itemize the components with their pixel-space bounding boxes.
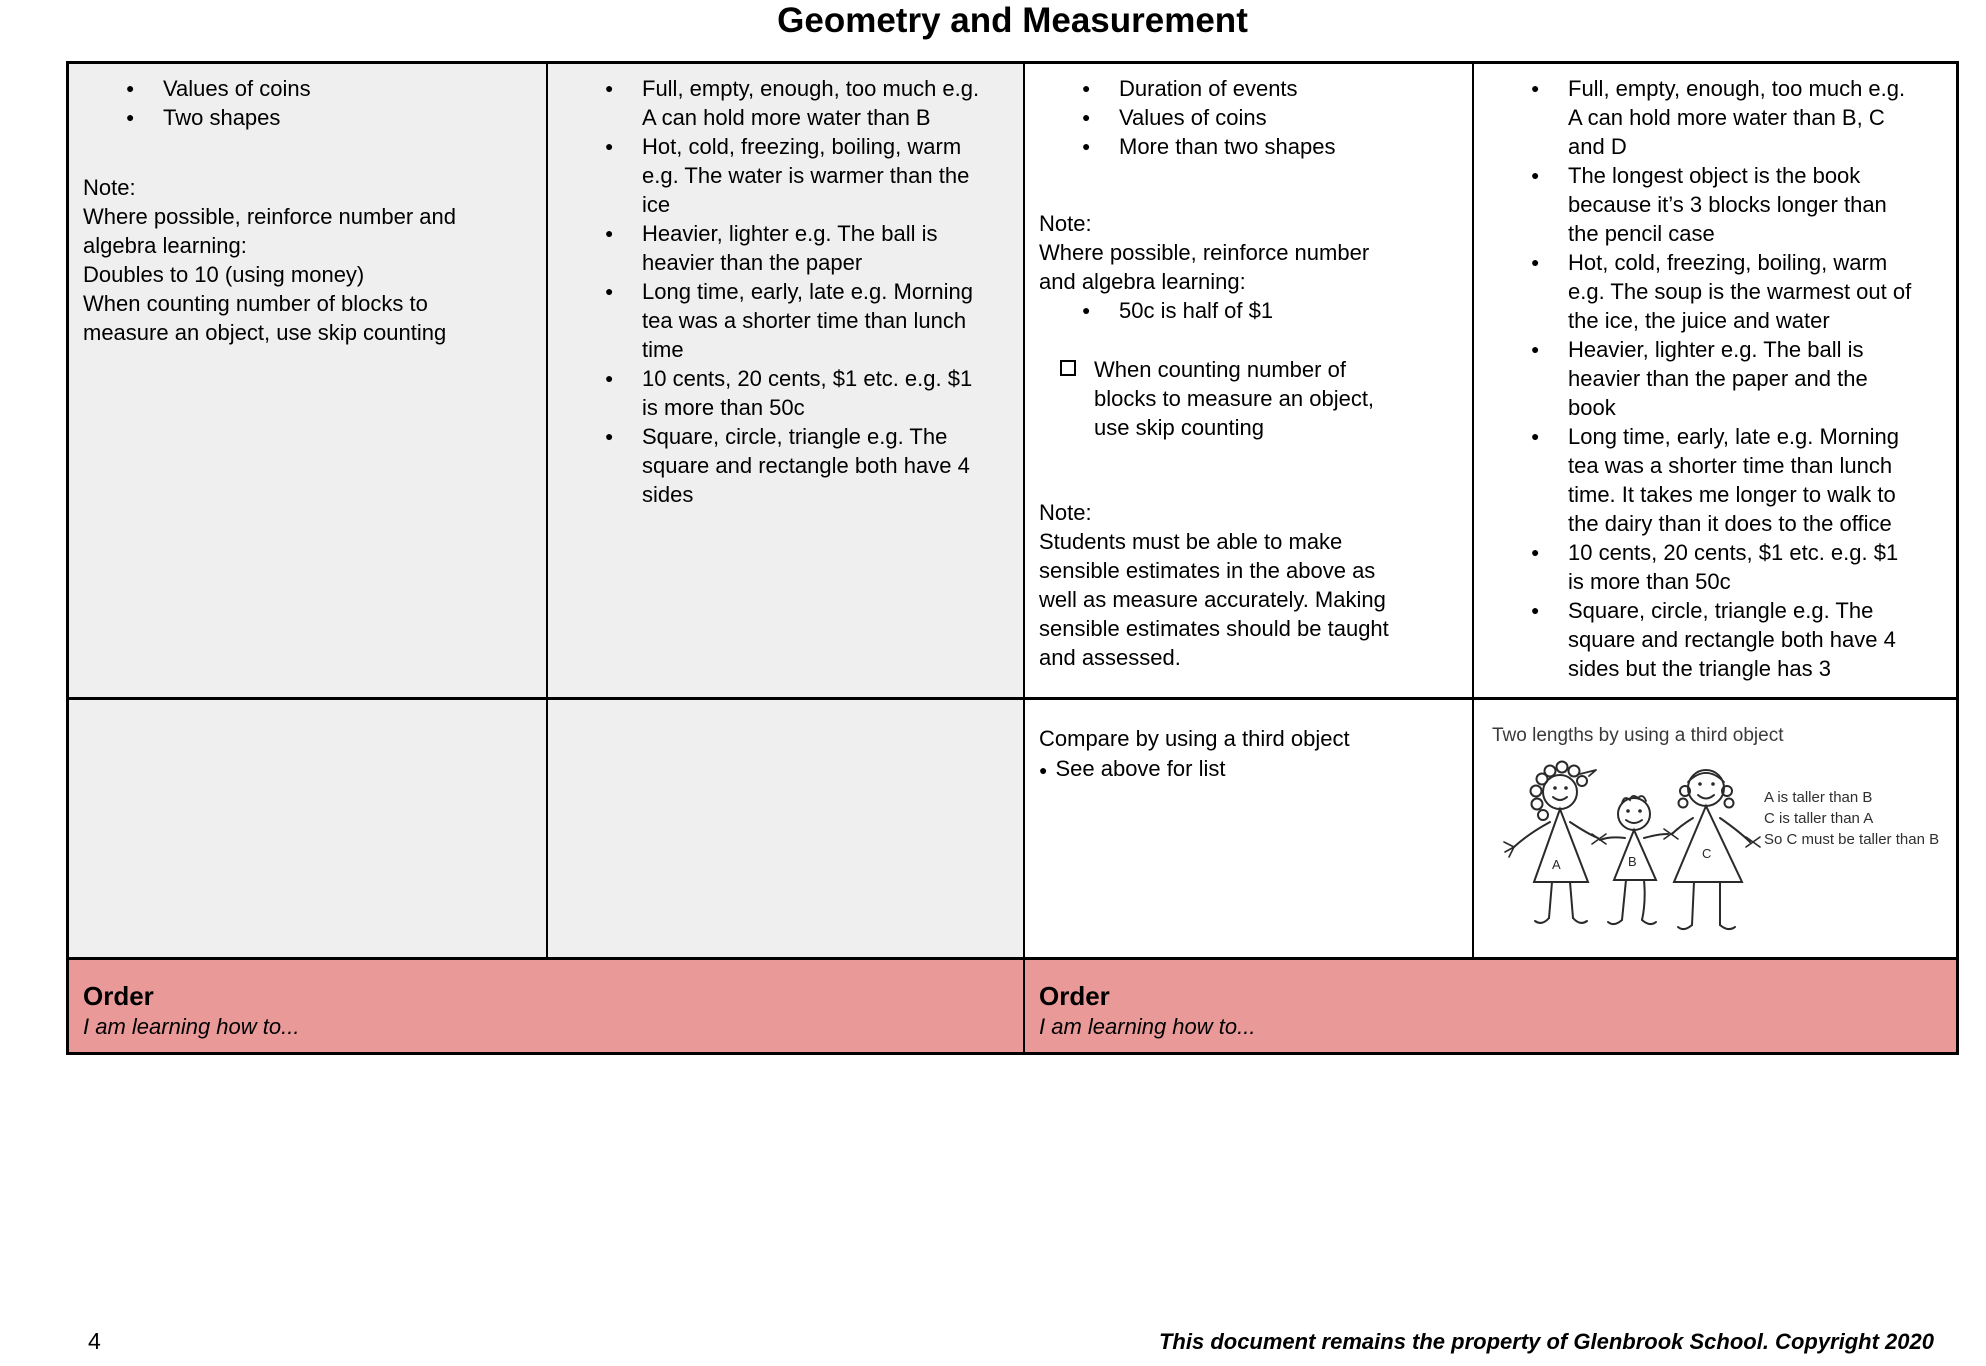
bullet-icon: ● <box>1531 428 1540 444</box>
order-subheading: I am learning how to... <box>83 1014 300 1039</box>
svg-text:C: C <box>1702 846 1712 861</box>
list-item-text: Heavier, lighter e.g. The ball is heavier than the paper <box>642 221 938 275</box>
list-item-text: 10 cents, 20 cents, $1 etc. e.g. $1 is more than 50c <box>642 366 973 420</box>
bullet-icon: ● <box>605 283 614 299</box>
figure-caption: Two lengths by using a third object <box>1492 725 1784 746</box>
cell-row2-col1 <box>69 700 548 960</box>
svg-text:A is taller than B: A is taller than B <box>1764 789 1873 806</box>
list-item <box>1039 754 1462 785</box>
list-item-text: Values of coins <box>1119 105 1267 130</box>
list-item <box>1082 74 1472 103</box>
list-item-text: Square, circle, triangle e.g. The square and rectangle both have 4 sides but the triangle has 3 <box>1568 598 1896 681</box>
list-item <box>605 132 1023 219</box>
list-item-text: Square, circle, triangle e.g. The square and rectangle both have 4 sides <box>642 424 970 507</box>
bullet-icon: ● <box>1082 302 1091 318</box>
list-item <box>605 364 1023 422</box>
note-text: Where possible, reinforce number and algebra learning: <box>83 204 456 258</box>
list-item-text: Long time, early, late e.g. Morning tea was a shorter time than lunch time. It takes me longer to walk to the dairy than it does to the office <box>1568 424 1899 536</box>
bullet-icon: ● <box>1531 254 1540 270</box>
bullet-icon: ● <box>605 225 614 241</box>
list-item <box>1531 538 1956 596</box>
list-item-text: 10 cents, 20 cents, $1 etc. e.g. $1 is more than 50c <box>1568 540 1899 594</box>
order-section-right <box>1025 960 1956 1052</box>
svg-text:A: A <box>1552 857 1561 872</box>
note-label: Note: <box>1039 500 1092 525</box>
bullet-icon: ● <box>1082 109 1091 125</box>
bullet-icon: ● <box>126 109 135 125</box>
bullet-icon: ● <box>1082 80 1091 96</box>
note-text: Where possible, reinforce number and algebra learning: <box>1039 240 1370 294</box>
list-item <box>1531 248 1956 335</box>
bullet-icon: ● <box>126 80 135 96</box>
cell-row2-col3 <box>1025 700 1474 960</box>
note-block <box>69 173 546 347</box>
list-item <box>1082 296 1472 325</box>
list-item <box>1531 596 1956 683</box>
order-heading: Order <box>1039 981 1110 1011</box>
list-item <box>126 74 546 103</box>
list-item <box>605 219 1023 277</box>
bullet-icon: ● <box>1531 167 1540 183</box>
list-item <box>1531 335 1956 422</box>
compare-heading: Compare by using a third object <box>1039 726 1350 751</box>
checkbox-icon <box>1060 360 1076 376</box>
cell-row2-col4 <box>1474 700 1956 960</box>
list-item <box>605 74 1023 132</box>
curriculum-table <box>66 61 1959 1055</box>
list-item <box>605 277 1023 364</box>
bullet-icon: ● <box>605 138 614 154</box>
cell-row1-col4 <box>1474 64 1956 700</box>
list-item-text: Hot, cold, freezing, boiling, warm e.g. The soup is the warmest out of the ice, the juice and water <box>1568 250 1912 333</box>
note-label: Note: <box>1039 211 1092 236</box>
cell-row1-col3 <box>1025 64 1474 700</box>
list-item-text: Heavier, lighter e.g. The ball is heavier than the paper and the book <box>1568 337 1868 420</box>
list-item-text: Full, empty, enough, too much e.g. A can hold more water than B, C and D <box>1568 76 1906 159</box>
list-item <box>1082 132 1472 161</box>
list-item <box>1531 422 1956 538</box>
list-item <box>1531 161 1956 248</box>
list-item <box>605 422 1023 509</box>
svg-text:So C must be taller than B: So C must be taller than B <box>1764 831 1940 848</box>
bullet-icon: ● <box>1039 762 1048 778</box>
list-item-text: 50c is half of $1 <box>1119 298 1274 323</box>
note-text: When counting number of blocks to measure an object, use skip counting <box>83 291 447 345</box>
bullet-icon: ● <box>605 370 614 386</box>
note-label: Note: <box>83 175 136 200</box>
list-item-text: See above for list <box>1055 756 1226 781</box>
note-block <box>1025 209 1472 296</box>
order-heading: Order <box>83 981 154 1011</box>
list-item-text: Hot, cold, freezing, boiling, warm e.g. The water is warmer than the ice <box>642 134 970 217</box>
list-item-text: Duration of events <box>1119 76 1298 101</box>
bullet-icon: ● <box>1531 80 1540 96</box>
note-block <box>1025 498 1472 672</box>
list-item-text: Long time, early, late e.g. Morning tea was a shorter time than lunch time <box>642 279 973 362</box>
stick-figures-illustration <box>1492 750 1952 948</box>
bullet-icon: ● <box>1531 341 1540 357</box>
list-item <box>1082 103 1472 132</box>
list-item-text: Values of coins <box>163 76 311 101</box>
checkbox-list-item <box>1094 355 1472 442</box>
bullet-icon: ● <box>1082 138 1091 154</box>
order-subheading: I am learning how to... <box>1039 1014 1256 1039</box>
list-item-text: More than two shapes <box>1119 134 1336 159</box>
page-title: Geometry and Measurement <box>777 1 1248 40</box>
bullet-icon: ● <box>605 80 614 96</box>
bullet-icon: ● <box>1531 544 1540 560</box>
list-item-text: Two shapes <box>163 105 281 130</box>
note-text: Students must be able to make sensible estimates in the above as well as measure accurately. Making sensible estimates should be taught and assessed. <box>1039 529 1389 670</box>
bullet-icon: ● <box>605 428 614 444</box>
order-section-left <box>69 960 1025 1052</box>
note-text: Doubles to 10 (using money) <box>83 262 365 287</box>
cell-row1-col1 <box>69 64 548 700</box>
list-item-text: Full, empty, enough, too much e.g. A can hold more water than B <box>642 76 980 130</box>
list-item <box>1531 74 1956 161</box>
svg-text:B: B <box>1628 854 1637 869</box>
checkbox-item-text: When counting number of blocks to measure an object, use skip counting <box>1094 357 1375 440</box>
list-item <box>126 103 546 132</box>
copyright-notice: This document remains the property of Glenbrook School. Copyright 2020 <box>1158 1329 1934 1354</box>
cell-row1-col2 <box>548 64 1025 700</box>
page-number: 4 <box>88 1328 101 1354</box>
bullet-icon: ● <box>1531 602 1540 618</box>
list-item-text: The longest object is the book because it’s 3 blocks longer than the pencil case <box>1568 163 1887 246</box>
svg-text:C is taller than A: C is taller than A <box>1764 810 1874 827</box>
cell-row2-col2 <box>548 700 1025 960</box>
